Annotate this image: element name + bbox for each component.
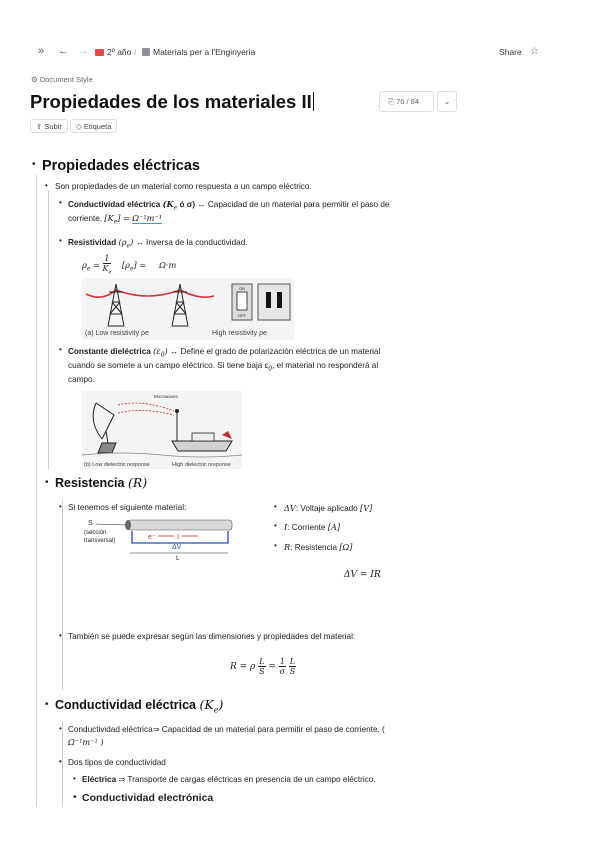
chevron-down-icon[interactable]: ⌄ [437, 91, 457, 112]
bullet: • [45, 699, 49, 710]
voltage-definition: ΔV: Voltaje aplicado [V] [284, 503, 373, 513]
upload-button[interactable]: ⇪ Subir [30, 119, 68, 133]
current-definition: I: Corriente [A] [284, 522, 341, 532]
dielectric-line-3: campo. [68, 375, 95, 384]
outline-guide [36, 175, 37, 807]
conductivity-unit[interactable]: Ω⁻¹m⁻¹ [132, 213, 163, 223]
tag-button[interactable]: ◇ Etiqueta [70, 119, 117, 133]
bullet: • [59, 198, 62, 207]
book-icon [142, 48, 150, 56]
voltage-label: ΔV [172, 544, 182, 551]
section-label: S [88, 520, 93, 527]
socket-slot [266, 292, 271, 308]
voltage-circuit [132, 531, 228, 543]
style-icon: ⚙ [31, 75, 40, 84]
socket-slot [277, 292, 282, 308]
high-resistivity-label: High resistivity ρe [212, 330, 267, 337]
bullet: • [59, 345, 62, 354]
folder-icon [95, 49, 104, 56]
conductivity-unit-line: Ω⁻¹m⁻¹ ) [68, 737, 104, 747]
outline-guide [62, 722, 63, 807]
current-label: I [177, 534, 179, 541]
page-icon: ⎘ [388, 97, 397, 106]
low-resistivity-label: (a) Low resistivity ρe [85, 330, 149, 337]
upload-icon: ⇪ [36, 122, 45, 131]
bullet: • [59, 757, 62, 766]
dielectric-line: Constante dieléctrica $(\varepsilon_0)$ ↔ Define el grado de polarización eléctrica de un material [68, 346, 381, 359]
conductivity-types: Dos tipos de conductividad [68, 758, 166, 767]
bullet: • [45, 477, 49, 488]
breadcrumb-item-year[interactable]: 2º año [95, 47, 131, 57]
resistance-dimensions-text: También se puede expresar según las dimensiones y propiedades del material: [68, 632, 356, 641]
high-dielectric-label: High dielectric response [172, 462, 231, 468]
resistivity-line: Resistividad $(\rho_e)$ ↔ Inversa de la conductividad. [68, 237, 248, 250]
low-dielectric-label: (b) Low dielectric response [84, 462, 150, 468]
conductivity-line-2: corriente. $[K_e] = \Omega^{-1}m^{-1}$ [68, 213, 163, 226]
bullet: • [73, 792, 77, 803]
outline-guide [62, 500, 63, 690]
ohm-law: ΔV = IR [344, 570, 381, 580]
breadcrumb-separator: / [134, 47, 137, 57]
resistance-intro: Si tenemos el siguiente material: [68, 503, 187, 512]
conductivity-definition: Conductividad eléctrica⇒ Capacidad de un material para permitir el paso de corriente. ( [68, 725, 385, 734]
switch-toggle [237, 292, 247, 310]
back-arrow-icon[interactable]: ← [58, 45, 69, 57]
share-button[interactable]: Share [499, 47, 522, 57]
electron-label: e⁻ [148, 534, 156, 541]
electric-type: Eléctrica ⇒ Transporte de cargas eléctricas en presencia de un campo eléctrico. [82, 775, 376, 784]
pointer-line [96, 524, 126, 525]
wire-diagram [82, 515, 242, 561]
bullet: • [59, 631, 62, 640]
section-heading-electrical: Propiedades eléctricas [42, 158, 200, 174]
page-title[interactable]: Propiedades de los materiales II [30, 91, 314, 113]
bullet: • [274, 502, 277, 511]
resistance-formula: R = ρ $\frac{L}{S}$ = $\frac{1}{\sigma}$ $\frac{L}{S}$ [230, 657, 296, 676]
section-heading-conductivity: Conductividad eléctrica $(K_e)$ [55, 697, 224, 715]
bullet: • [73, 774, 76, 783]
wire-body [128, 520, 232, 530]
switch-on-label: ON [239, 286, 245, 291]
forward-arrow-icon[interactable]: → [78, 45, 89, 57]
bullet: • [274, 541, 277, 550]
bullet: • [59, 724, 62, 733]
top-bar [0, 42, 600, 62]
switch-off-label: OFF [238, 313, 246, 318]
outline-guide [48, 190, 49, 470]
wall-socket [258, 284, 290, 320]
page-counter[interactable]: ⎘ 76 / 84 [379, 91, 434, 112]
resistivity-illustration [82, 278, 294, 340]
microwaves-label: Microwaves [154, 394, 178, 399]
dielectric-illustration [82, 391, 242, 469]
section-heading-resistance: Resistencia (R) [55, 475, 148, 490]
wire-end [125, 520, 131, 530]
dielectric-line-2: cuando se somete a un campo eléctrico. Si tiene baja $\varepsilon_0$, el material no responderá al [68, 361, 379, 373]
breadcrumb-item-page[interactable]: Materials per a l'Enginyeria [142, 47, 255, 57]
length-label: L [176, 555, 180, 561]
sidebar-toggle-icon[interactable]: » [38, 45, 45, 57]
document-style[interactable]: ⚙ Document Style [31, 75, 93, 84]
bullet: • [45, 181, 48, 190]
section-label-line-2: transversal) [84, 538, 116, 544]
electronic-conductivity-heading: Conductividad electrónica [82, 792, 214, 804]
intro-text: Son propiedades de un material como respuesta a un campo eléctrico. [55, 182, 312, 191]
bullet: • [59, 502, 62, 511]
resistance-definition: R: Resistencia [Ω] [284, 542, 353, 552]
bullet: • [274, 521, 277, 530]
bullet: • [59, 236, 62, 245]
bullet: • [32, 159, 36, 170]
tag-icon: ◇ [76, 122, 84, 131]
section-label-line-1: (sección [84, 530, 107, 536]
conductivity-line: Conductividad eléctrica ($K_e$ ó σ) ↔ Capacidad de un material para permitir el paso de [68, 199, 390, 212]
star-icon[interactable]: ☆ [530, 46, 539, 57]
text-caret [313, 92, 315, 111]
resistivity-formula: $\rho_e$ = $\frac{1}{K_e}$ $[\rho_e]$ = Ω·m [82, 254, 177, 276]
